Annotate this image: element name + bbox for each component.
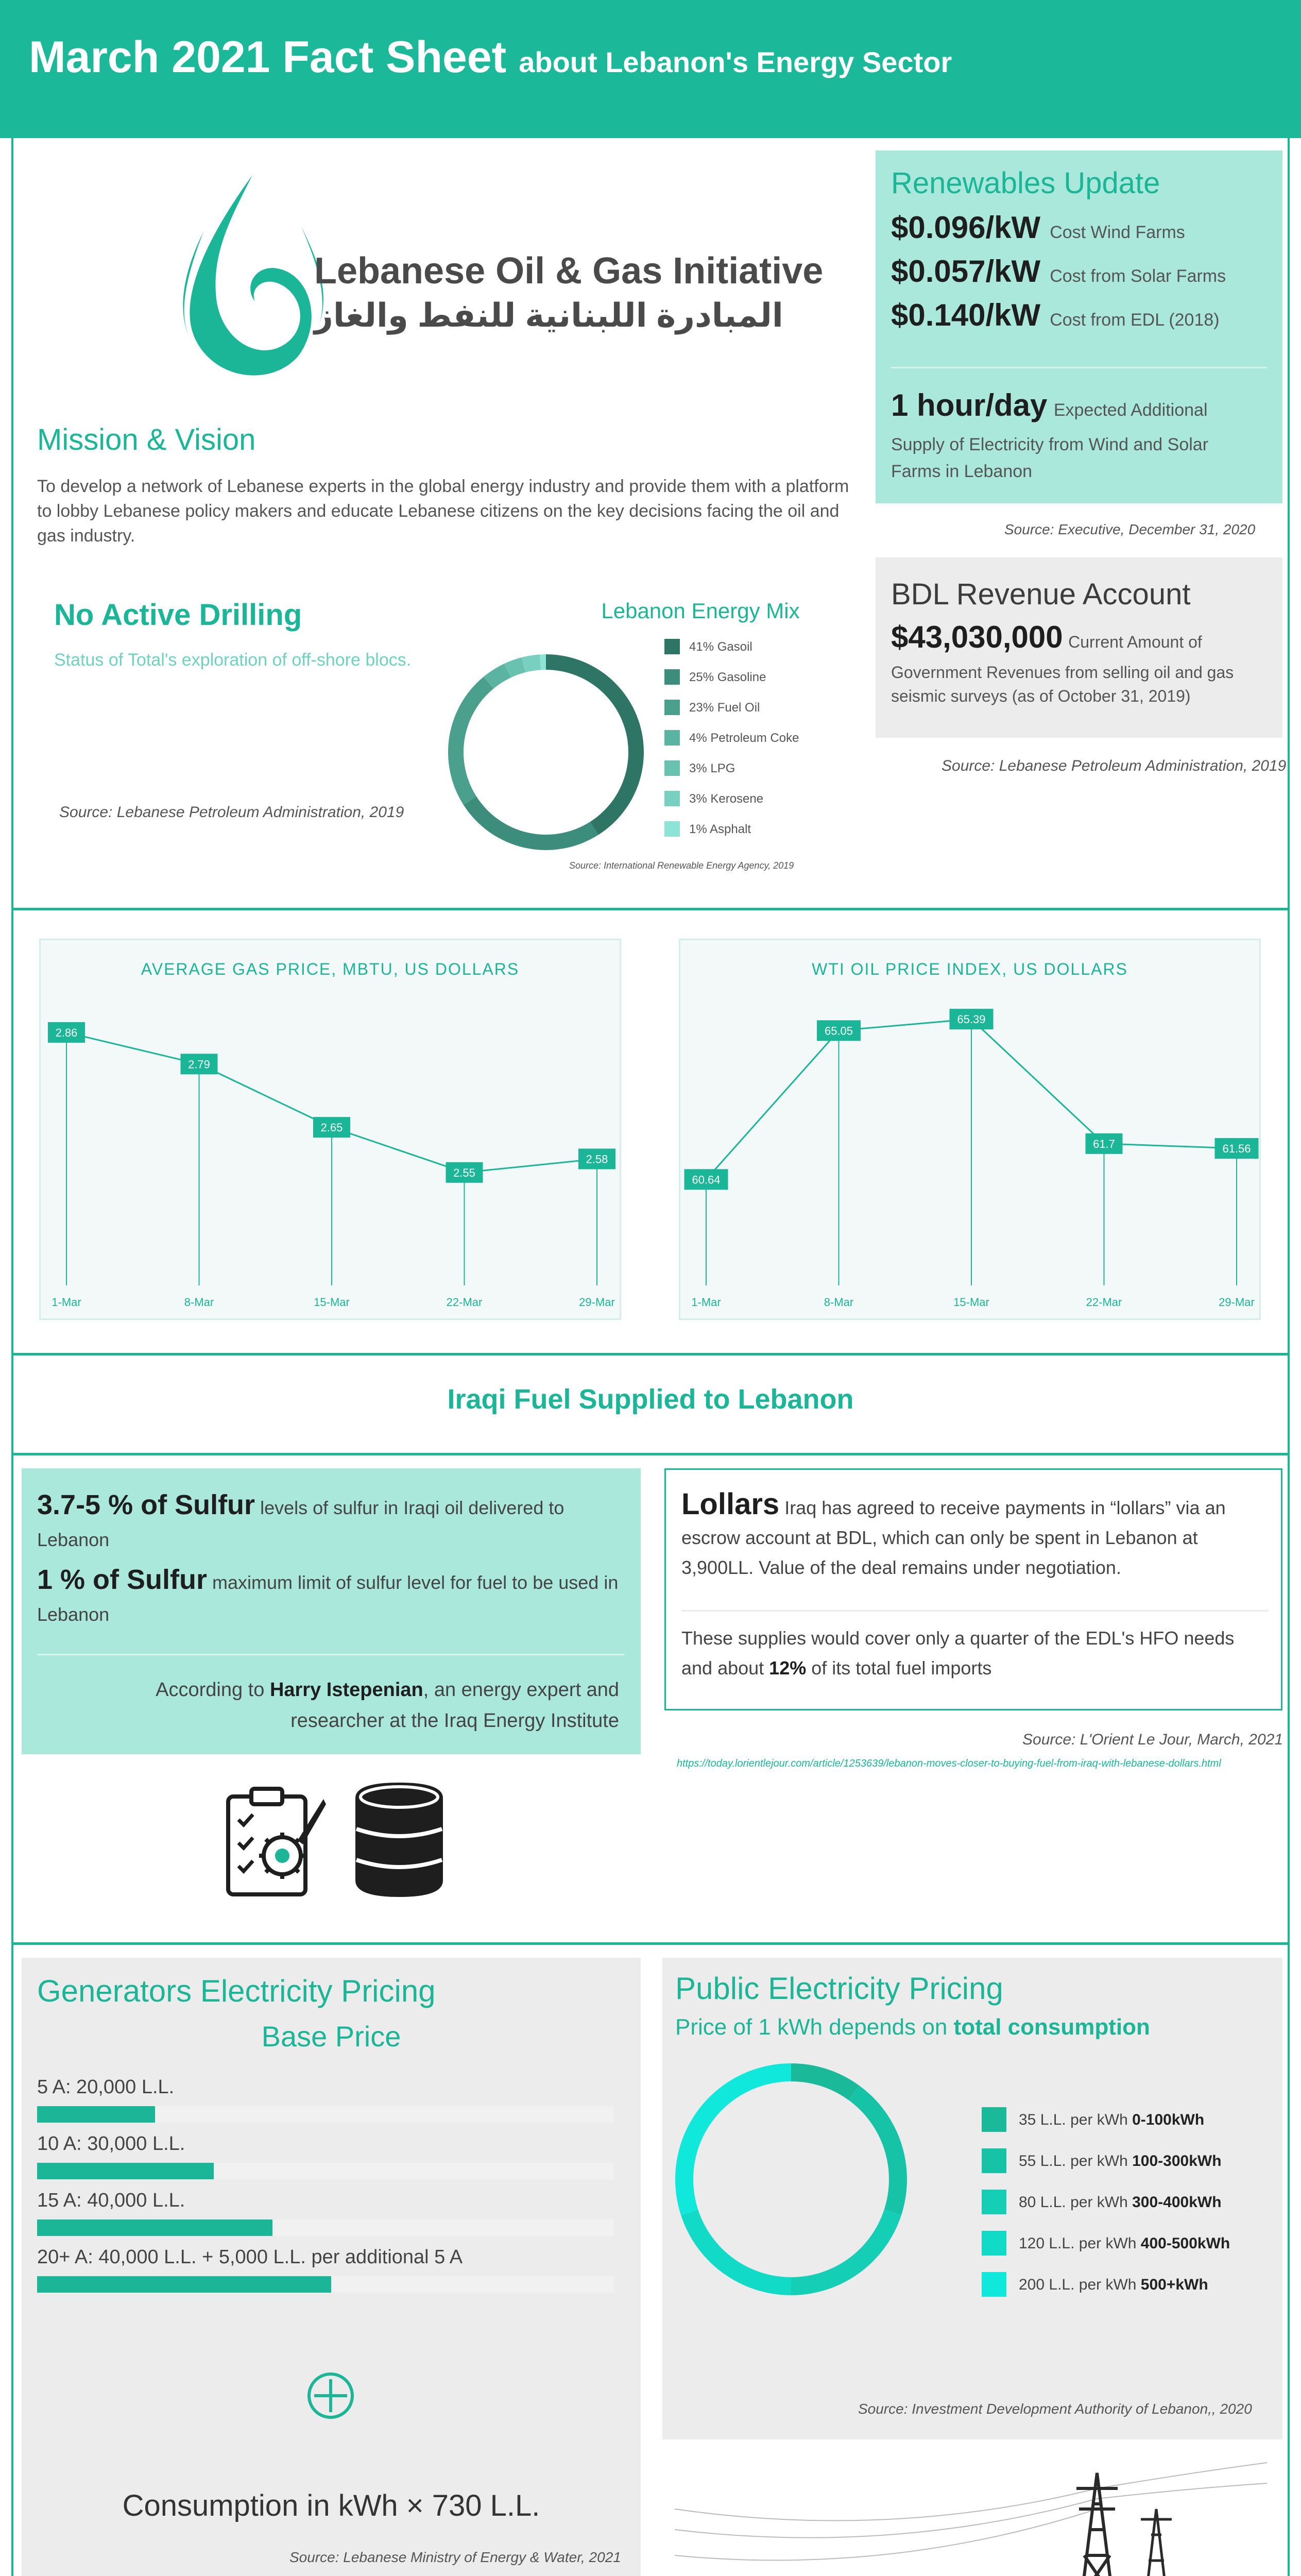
oil-tick-label: 1-Mar (691, 1296, 721, 1309)
public-legend-range: 500+kWh (1136, 2276, 1208, 2293)
mix-slice-asphalt (540, 654, 546, 670)
public-legend-swatch (982, 2272, 1006, 2297)
renewables-row-label: Cost Wind Farms (1050, 223, 1185, 242)
mix-legend-swatch (664, 669, 680, 685)
mix-legend-label: 4% Petroleum Coke (689, 731, 799, 745)
bdl-amount (891, 619, 1202, 655)
drilling-source: Source: Lebanese Petroleum Administration, 2019 (59, 804, 404, 821)
sulfur-divider (37, 1654, 624, 1655)
sulfur1-value: 3.7-5 % of Sulfur (37, 1489, 255, 1520)
logo-name-en: Lebanese Oil & Gas Initiative (314, 250, 824, 292)
mix-legend-label: 25% Gasoline (689, 670, 766, 684)
public-slice-500-kwh (675, 2063, 791, 2215)
expert-post: , an energy expert and researcher at the Iraq Energy Institute (290, 1679, 619, 1732)
iraqi-source-link[interactable]: https://today.lorientlejour.com/article/1253639/lebanon-moves-closer-to-buying-fuel-from-iraq-with-lebanese-dollars.html (677, 1758, 1221, 1769)
section-divider (11, 908, 1290, 910)
gas-tick-label: 8-Mar (184, 1296, 214, 1309)
supply-text (681, 1623, 1269, 1683)
generator-bar-track (37, 2276, 614, 2293)
generator-bar-label: 10 A: 30,000 L.L. (37, 2133, 185, 2155)
bdl-text: Government Revenues from selling oil and gas seismic surveys (as of October 31, 2019) (891, 663, 1234, 705)
generator-bar (37, 2219, 272, 2236)
energy-mix-legend (664, 639, 870, 845)
public-legend-swatch (982, 2148, 1006, 2173)
public-legend (982, 2107, 1270, 2313)
gas-price-chart (39, 939, 621, 1320)
supply-text-2: of its total fuel imports (811, 1657, 992, 1679)
hour-value: 1 hour/day (891, 388, 1048, 422)
mix-legend-swatch (664, 730, 680, 745)
mix-legend-swatch (664, 700, 680, 715)
public-legend-swatch (982, 2107, 1006, 2132)
renewables-row (891, 210, 1185, 245)
mix-legend-label: 3% Kerosene (689, 792, 764, 806)
public-legend-price: 120 L.L. per kWh (1019, 2235, 1137, 2252)
lollars-block (681, 1489, 1269, 1583)
public-legend-price: 55 L.L. per kWh (1019, 2153, 1128, 2170)
renewables-hour (891, 387, 1208, 423)
iraqi-heading: Iraqi Fuel Supplied to Lebanon (447, 1384, 854, 1415)
mix-legend-swatch (664, 791, 680, 806)
public-legend-range: 400-500kWh (1136, 2235, 1230, 2252)
lollars-divider (681, 1610, 1269, 1612)
renewables-row-label: Cost from Solar Farms (1050, 266, 1226, 286)
section-divider (11, 1942, 1290, 1945)
expert-note (140, 1674, 619, 1736)
public-slice-400-500kwh (681, 2210, 791, 2295)
bdl-source: Source: Lebanese Petroleum Administration, 2019 (941, 757, 1287, 774)
power-lines-illustration (675, 2452, 1267, 2576)
renewables-panel (876, 150, 1282, 503)
gas-chart-title: AVERAGE GAS PRICE, MBTU, US DOLLARS (141, 960, 520, 978)
generators-subheading: Base Price (261, 2020, 401, 2053)
oil-tick-label: 29-Mar (1219, 1296, 1255, 1309)
title-main: March 2021 Fact Sheet (29, 32, 507, 82)
public-source: Source: Investment Development Authority of Lebanon,, 2020 (858, 2401, 1252, 2417)
oil-data-label: 65.05 (824, 1024, 853, 1038)
oil-barrel-icon (350, 1777, 448, 1901)
public-panel (662, 1958, 1282, 2439)
oil-price-chart (679, 939, 1261, 1320)
public-slice-0-100kwh (791, 2063, 859, 2100)
bdl-value: $43,030,000 (891, 620, 1063, 654)
public-legend-range: 300-400kWh (1127, 2194, 1222, 2211)
public-sub-bold: total consumption (953, 2014, 1150, 2040)
generators-heading: Generators Electricity Pricing (37, 1974, 436, 2008)
sulfur2-text: maximum limit of sulfur level for fuel to be used in Lebanon (37, 1572, 619, 1625)
mix-legend-label: 1% Asphalt (689, 822, 751, 836)
public-legend-label (1019, 2153, 1222, 2170)
renewables-row-value: $0.096/kW (891, 210, 1041, 245)
energy-mix-donut (443, 649, 649, 855)
hour-text: Supply of Electricity from Wind and Solar Farms in Lebanon (891, 435, 1209, 481)
public-legend-price: 80 L.L. per kWh (1019, 2194, 1128, 2211)
iraqi-source: Source: L'Orient Le Jour, March, 2021 (1022, 1731, 1283, 1748)
page-header (0, 0, 1301, 138)
public-slice-100-300kwh (849, 2086, 907, 2215)
lollars-value: Lollars (681, 1487, 780, 1521)
public-legend-price: 200 L.L. per kWh (1019, 2276, 1137, 2293)
oil-tick-label: 22-Mar (1086, 1296, 1122, 1309)
mix-legend-label: 3% LPG (689, 761, 735, 775)
renewables-row-label: Cost from EDL (2018) (1050, 310, 1220, 330)
lollars-panel (664, 1468, 1282, 1710)
sulfur1-text: levels of sulfur in Iraqi oil delivered to Lebanon (37, 1497, 564, 1550)
renewables-list (891, 210, 1272, 354)
mission-heading: Mission & Vision (37, 423, 256, 456)
sulfur-2 (37, 1564, 624, 1631)
generator-bar (37, 2163, 214, 2179)
oil-data-label: 65.39 (957, 1013, 986, 1026)
expert-pre: According to (156, 1679, 265, 1701)
bdl-label: Current Amount of (1068, 633, 1202, 651)
renewables-row (891, 297, 1220, 333)
oil-data-label: 61.7 (1093, 1137, 1115, 1150)
public-legend-range: 0-100kWh (1127, 2111, 1205, 2128)
public-legend-swatch (982, 2190, 1006, 2214)
public-legend-label (1019, 2111, 1204, 2129)
public-legend-range: 100-300kWh (1127, 2153, 1222, 2170)
mix-legend-label: 41% Gasoil (689, 640, 752, 654)
gas-tick-label: 1-Mar (52, 1296, 81, 1309)
oil-chart-title: WTI OIL PRICE INDEX, US DOLLARS (812, 960, 1128, 978)
bdl-panel (876, 557, 1282, 738)
sulfur2-value: 1 % of Sulfur (37, 1564, 208, 1595)
generator-bar (37, 2276, 331, 2293)
section-divider (11, 1353, 1290, 1355)
mix-slice-gasoil (546, 654, 644, 835)
plus-circle-icon (305, 2370, 356, 2421)
drilling-heading: No Active Drilling (54, 598, 302, 632)
oil-tick-label: 8-Mar (824, 1296, 854, 1309)
drilling-text: Status of Total's exploration of off-shore blocs. (54, 650, 412, 670)
public-legend-label (1019, 2235, 1230, 2252)
energy-mix-source: Source: International Renewable Energy Agency, 2019 (569, 860, 794, 871)
bdl-heading: BDL Revenue Account (891, 578, 1191, 611)
generator-bar (37, 2106, 155, 2123)
mix-slice-gasoline (464, 796, 598, 850)
gas-data-label: 2.65 (320, 1121, 343, 1134)
gas-data-label: 2.79 (188, 1058, 210, 1071)
oil-data-label: 61.56 (1222, 1142, 1251, 1155)
gas-data-label: 2.86 (55, 1026, 78, 1039)
mix-legend-swatch (664, 760, 680, 776)
mix-legend-label: 23% Fuel Oil (689, 701, 760, 715)
generators-bar-chart (37, 2076, 629, 2313)
public-legend-label (1019, 2276, 1208, 2294)
generator-bar-track (37, 2219, 614, 2236)
supply-text-1: These supplies would cover only a quarter of the EDL's HFO needs and about (681, 1628, 1235, 1679)
public-legend-price: 35 L.L. per kWh (1019, 2111, 1128, 2128)
renewables-row-value: $0.057/kW (891, 254, 1041, 289)
public-legend-swatch (982, 2231, 1006, 2256)
generators-formula: Consumption in kWh × 730 L.L. (122, 2489, 540, 2522)
public-legend-label (1019, 2194, 1222, 2211)
hour-label: Expected Additional (1053, 400, 1208, 420)
supply-pct: 12% (769, 1657, 807, 1679)
generator-bar-label: 20+ A: 40,000 L.L. + 5,000 L.L. per additional 5 A (37, 2246, 463, 2268)
title-sub: about Lebanon's Energy Sector (519, 46, 952, 78)
renewables-divider (891, 367, 1267, 368)
generator-bar-track (37, 2106, 614, 2123)
mission-text: To develop a network of Lebanese experts in the global energy industry and provide them with a platform to lobby Lebanese policy makers and educate Lebanese citizens on the key decisions facing the oil and gas industry. (37, 477, 849, 546)
public-heading: Public Electricity Pricing (675, 1971, 1003, 2006)
public-slice-300-400kwh (791, 2210, 901, 2295)
renewables-row (891, 253, 1226, 289)
renewables-row-value: $0.140/kW (891, 298, 1041, 332)
gas-data-label: 2.58 (586, 1153, 608, 1166)
renewables-heading: Renewables Update (891, 166, 1160, 200)
mix-legend-swatch (664, 639, 680, 654)
generator-bar-track (37, 2163, 614, 2179)
mix-legend-swatch (664, 821, 680, 837)
generator-bar-label: 5 A: 20,000 L.L. (37, 2076, 175, 2098)
gas-tick-label: 22-Mar (446, 1296, 483, 1309)
lollars-text: Iraq has agreed to receive payments in “lollars” via an escrow account at BDL, which can only be spent in Lebanon at 3,900LL. Value of the deal remains under negotiation. (681, 1497, 1226, 1578)
sulfur-1 (37, 1489, 624, 1556)
generator-bar-label: 15 A: 40,000 L.L. (37, 2190, 185, 2211)
public-subheading (675, 2014, 1150, 2040)
gas-tick-label: 15-Mar (314, 1296, 350, 1309)
public-donut (673, 2061, 910, 2298)
checklist-gear-icon (220, 1784, 329, 1900)
public-sub-pre: Price of 1 kWh depends on (675, 2014, 948, 2040)
expert-name: Harry Istepenian (269, 1679, 423, 1701)
page-title (29, 32, 952, 83)
generators-panel (22, 1958, 641, 2576)
sulfur-panel (22, 1468, 641, 1754)
gas-tick-label: 29-Mar (579, 1296, 615, 1309)
generators-source: Source: Lebanese Ministry of Energy & Water, 2021 (289, 2549, 621, 2565)
gas-data-label: 2.55 (453, 1166, 475, 1179)
renewables-source: Source: Executive, December 31, 2020 (1004, 521, 1256, 537)
oil-tick-label: 15-Mar (953, 1296, 989, 1309)
oil-data-label: 60.64 (692, 1173, 721, 1187)
logo-name-ar: المبادرة اللبنانية للنفط والغاز (314, 297, 783, 334)
mix-slice-fuel-oil (448, 677, 493, 805)
section-divider (11, 1453, 1290, 1455)
energy-mix-title: Lebanon Energy Mix (601, 599, 800, 623)
